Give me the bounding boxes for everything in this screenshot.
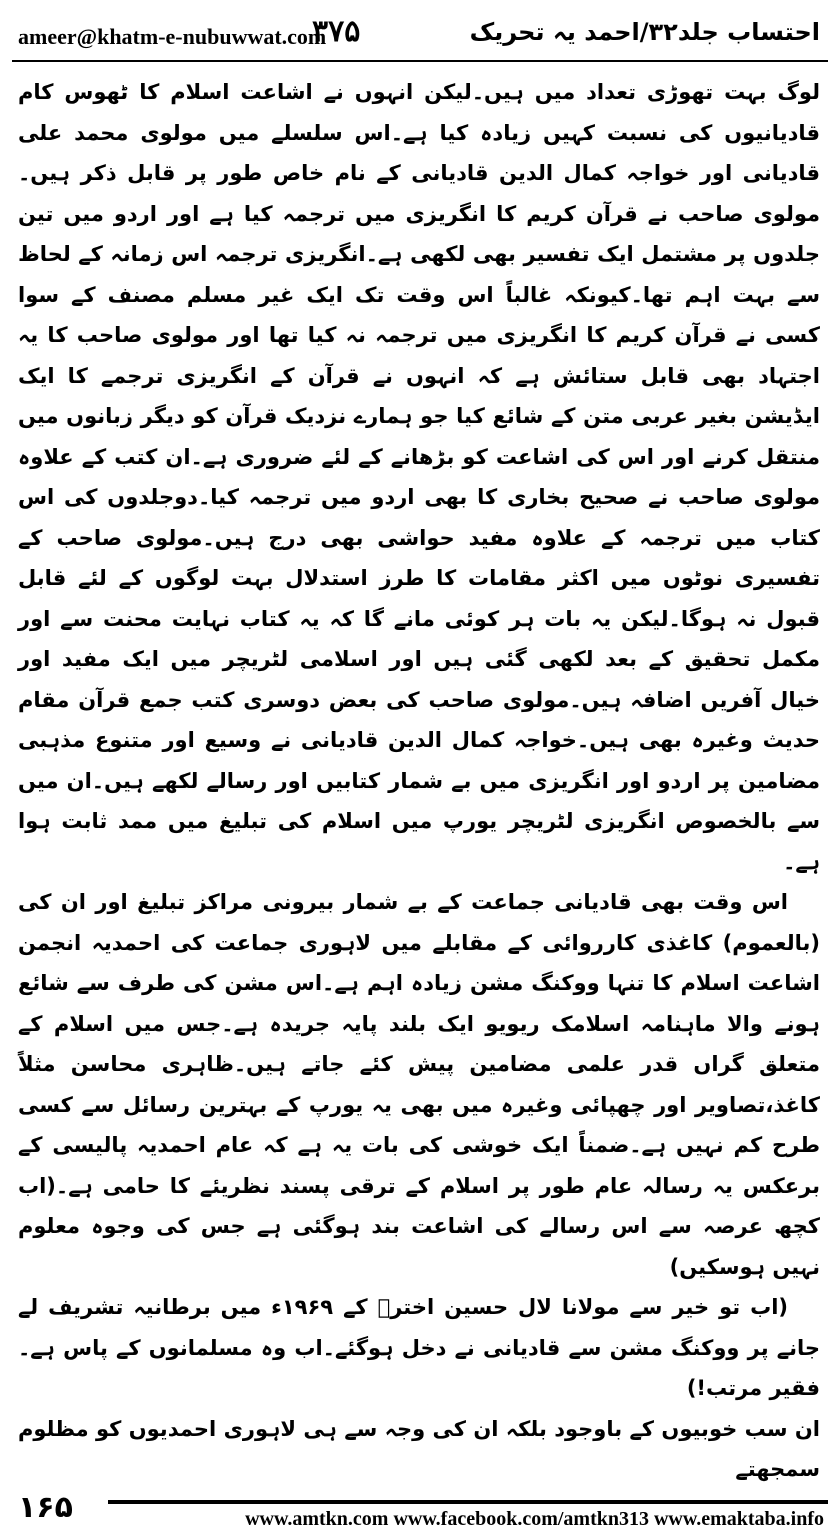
paragraph-1: لوگ بہت تھوڑی تعداد میں ہیں۔لیکن انہوں نے اشاعت اسلام کا ٹھوس کام قادیانیوں کی نسبت کہیں زیادہ کیا ہے۔اس سلسلے میں مولوی محمد علی قادیانی اور خواجہ کمال الدین قادیانی کے نام خاص طور پر قابل ذکر ہیں۔مولوی صاحب نے قرآن کریم کا انگریزی میں ترجمہ کیا ہے اور اردو میں تین جلدوں پر مشتمل ایک تفسیر بھی لکھی ہے۔انگریزی ترجمہ اس زمانہ کے لحاظ سے بہت اہم تھا۔کیونکہ غالباً اس وقت تک ایک غیر مسلم مصنف کے سوا کسی نے قرآن کریم کا انگریزی میں ترجمہ نہ کیا تھا اور مولوی صاحب کا یہ اجتہاد بھی قابل ستائش ہے کہ انہوں نے قرآن کے انگریزی ترجمے کا ایک ایڈیشن بغیر عربی متن کے شائع کیا جو ہمارے نزدیک قرآن کو دیگر زبانوں میں منتقل کرنے اور اس کی اشاعت کو بڑھانے کے لئے ضروری ہے۔ان کتب کے علاوہ مولوی صاحب نے صحیح بخاری کا بھی اردو میں ترجمہ کیا۔دوجلدوں کی اس کتاب میں ترجمہ کے علاوہ مفید حواشی بھی درج ہیں۔مولوی صاحب کے تفسیری نوٹوں میں اکثر مقامات کا طرز استدلال بہت لوگوں کے لئے قابل قبول نہ ہوگا۔لیکن یہ بات ہر کوئی مانے گا کہ یہ کتاب نہایت محنت سے اور مکمل تحقیق کے بعد لکھی گئی ہیں اور اسلامی لٹریچر میں ایک مفید اور خیال آفریں اضافہ ہیں۔مولوی صاحب کی بعض دوسری کتب جمع قرآن مقام حدیث وغیرہ بھی ہیں۔خواجہ کمال الدین قادیانی نے وسیع اور متنوع مذہبی مضامین پر اردو اور انگریزی میں بے شمار کتابیں اور رسالے لکھے ہیں۔ان میں سے بالخصوص انگریزی لٹریچر یورپ میں اسلام کی تبلیغ میں ممد ثابت ہوا ہے۔	[18, 80, 820, 874]
paragraph-3-editor-note: (اب تو خیر سے مولانا لال حسین اخترؒ کے ۱۹۶۹ء میں برطانیہ تشریف لے جانے پر ووکنگ مشن سے قادیانی نے دخل ہوگئے۔اب وہ مسلمانوں کے پاس ہے۔فقیر مرتب!)	[18, 1295, 820, 1400]
paragraph-2: اس وقت بھی قادیانی جماعت کے بے شمار بیرونی مراکز تبلیغ اور ان کی (بالعموم) کاغذی کارروائی کے مقابلے میں لاہوری جماعت کی احمدیہ انجمن اشاعت اسلام کا تنہا ووکنگ مشن زیادہ اہم ہے۔اس مشن کی طرف سے شائع ہونے والا ماہنامہ اسلامک ریویو ایک بلند پایہ جریدہ ہے۔جس میں اسلام کے متعلق گراں قدر علمی مضامین پیش کئے جاتے ہیں۔ظاہری محاسن مثلاً کاغذ،تصاویر اور چھپائی وغیرہ میں بھی یہ یورپ کے بہترین رسائل سے کسی طرح کم نہیں ہے۔ضمناً ایک خوشی کی بات یہ ہے کہ عام احمدیہ پالیسی کے برعکس یہ رسالہ عام طور پر اسلام کے ترقی پسند نظریئے کا حامی ہے۔(اب کچھ عرصہ سے اس رسالے کی اشاعت بند ہوگئی ہے جس کی وجوہ معلوم نہیں ہوسکیں)	[18, 890, 820, 1279]
header-email: ameer@khatm-e-nubuwwat.com	[18, 24, 327, 49]
body-text	[18, 72, 820, 1490]
page-footer	[12, 1490, 828, 1532]
footer-page-number: ۱۶۵	[18, 1490, 73, 1525]
footer-urls: www.amtkn.com www.facebook.com/amtkn313 www.emaktaba.info	[245, 1508, 824, 1530]
paragraph-4: ان سب خوبیوں کے باوجود بلکہ ان کی وجہ سے ہی لاہوری احمدیوں کو مظلوم سمجھتے	[18, 1416, 820, 1481]
page-header	[12, 14, 828, 58]
header-divider	[12, 60, 828, 62]
header-page-number: ۳۷۵	[312, 14, 361, 49]
header-book-title: احتساب جلد۳۲/احمد یہ تحریک	[469, 18, 820, 46]
footer-divider	[108, 1500, 828, 1504]
